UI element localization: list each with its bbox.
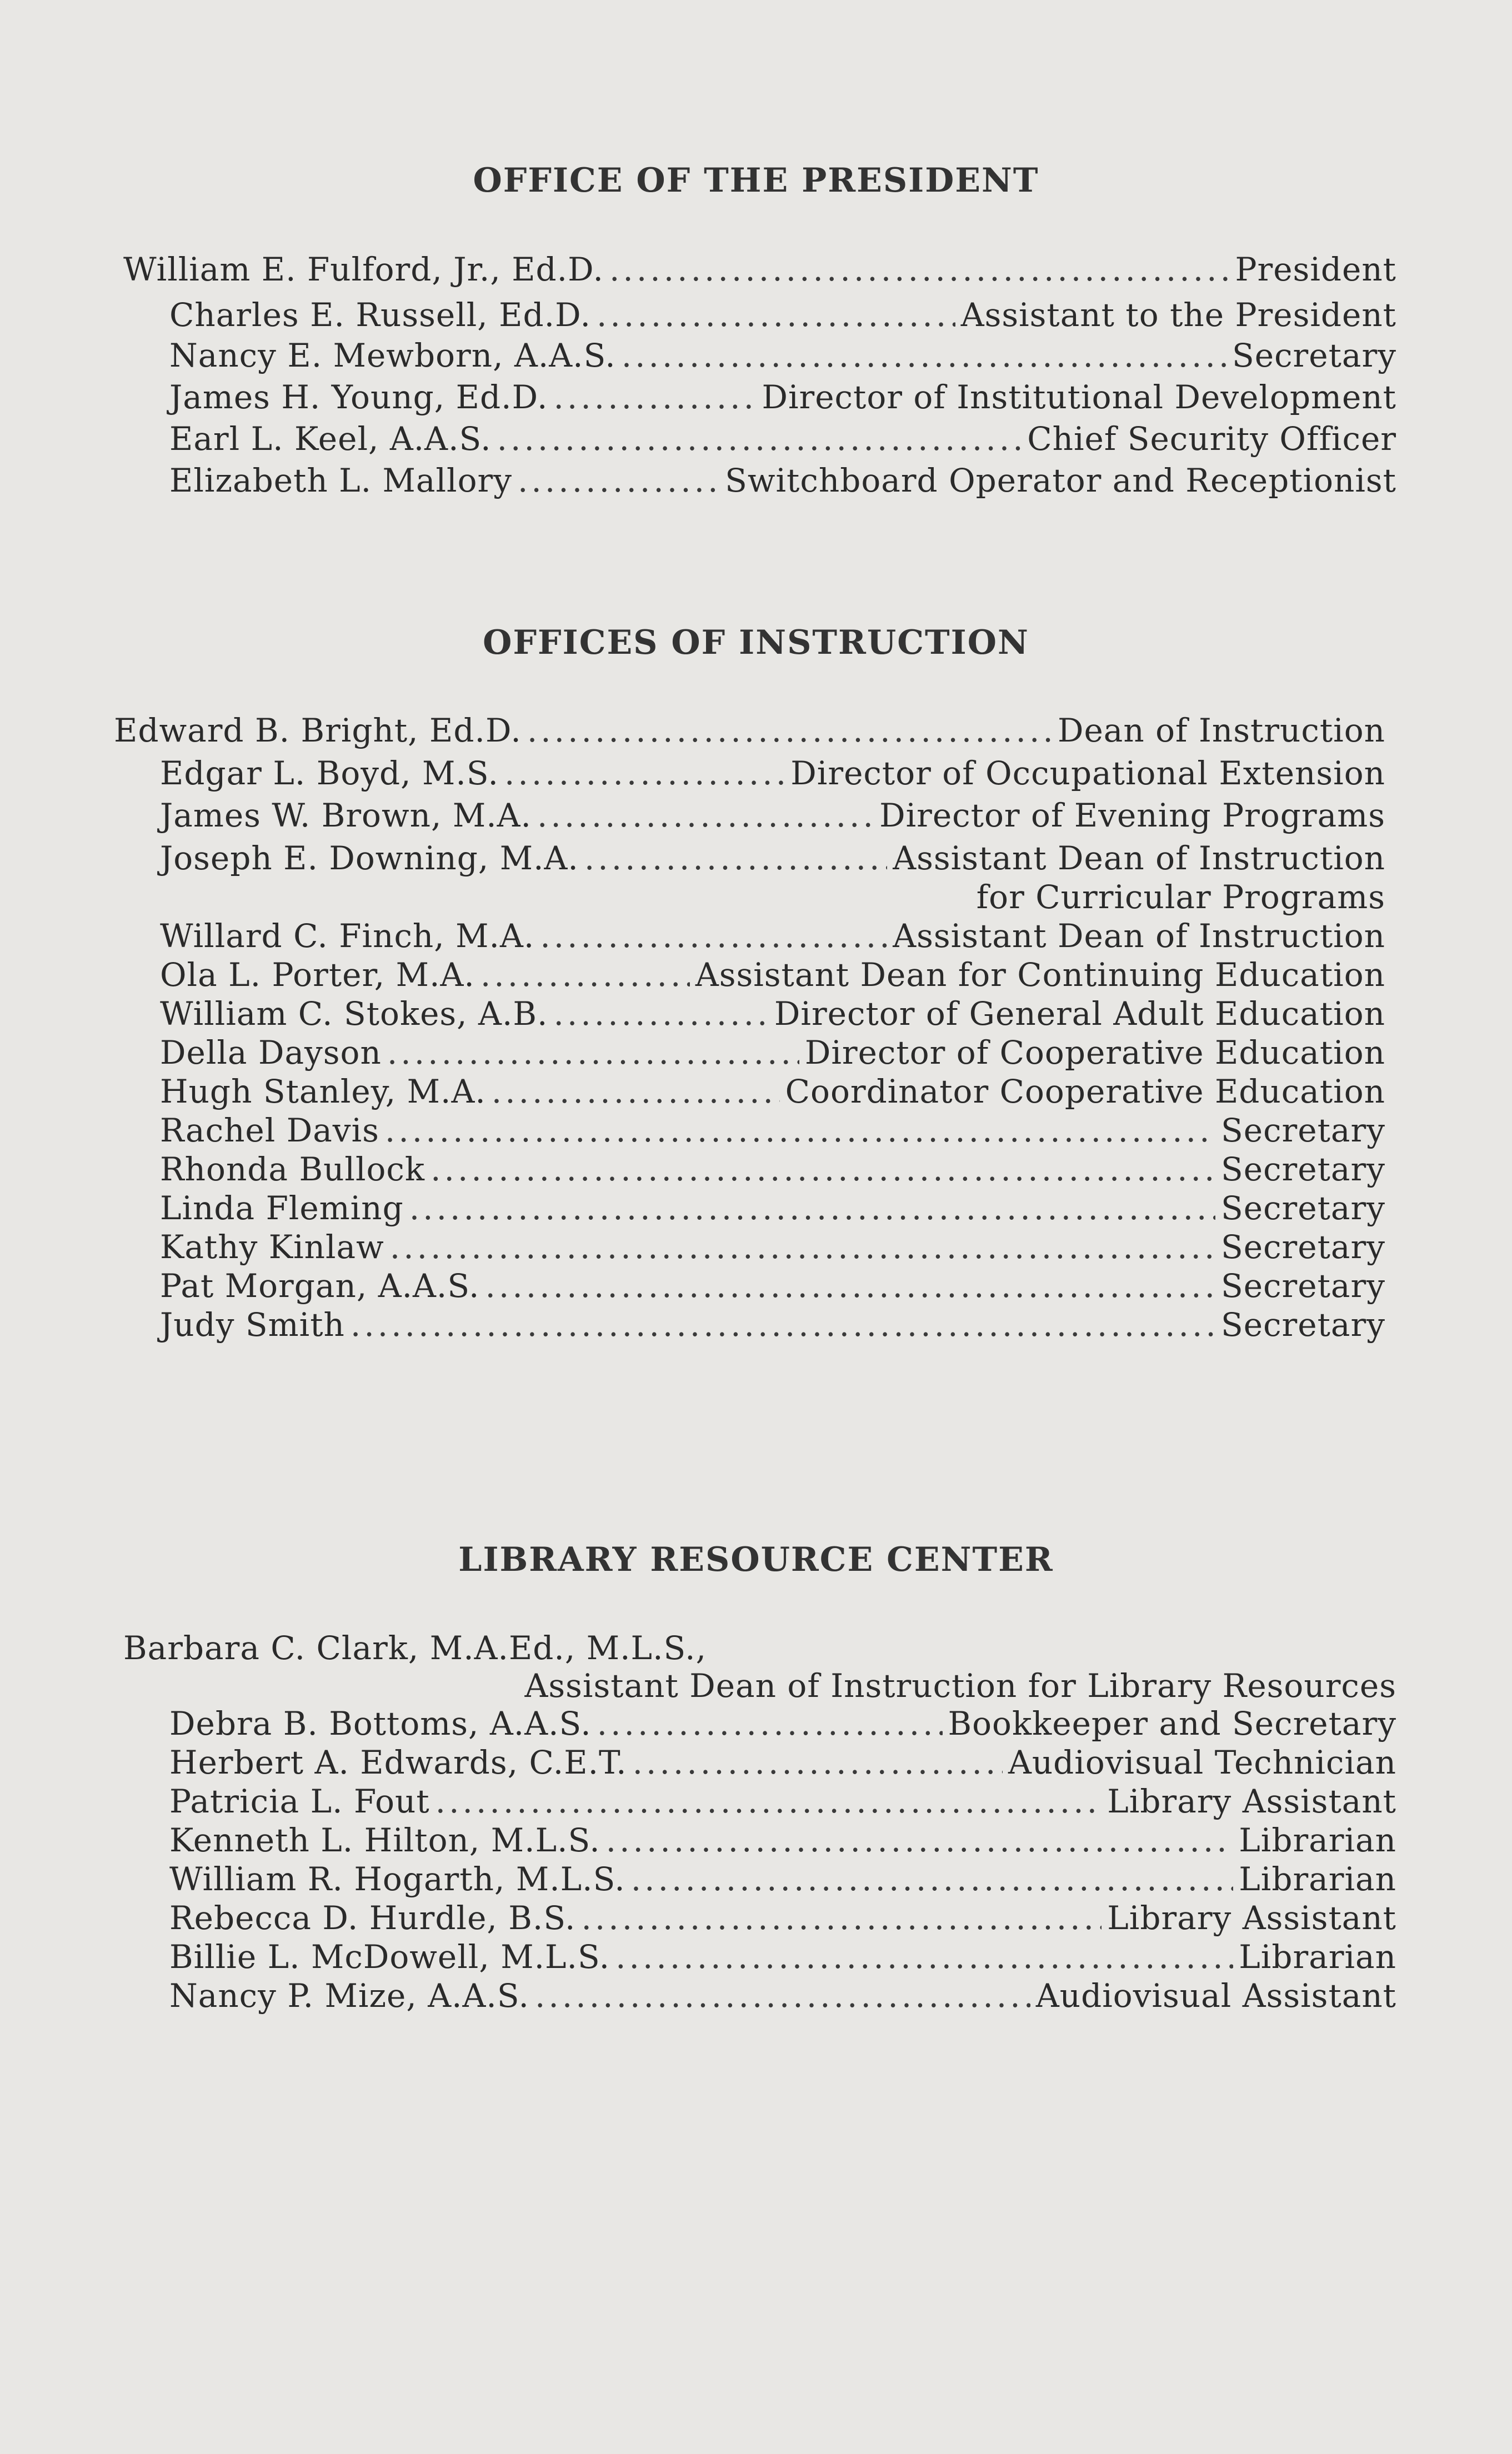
directory-entry xyxy=(160,1033,1385,1072)
section-heading-president: OFFICE OF THE PRESIDENT xyxy=(473,161,1039,200)
dot-leader xyxy=(497,419,1022,458)
directory-entry xyxy=(160,1150,1385,1189)
entry-title: Chief Security Officer xyxy=(1027,420,1396,458)
entry-title: Bookkeeper and Secretary xyxy=(948,1705,1396,1742)
directory-entry xyxy=(160,917,1385,955)
entry-name: Barbara C. Clark, M.A.Ed., M.L.S., xyxy=(123,1629,707,1667)
entry-name: Della Dayson xyxy=(160,1034,382,1071)
entry-title: Director of Cooperative Education xyxy=(804,1034,1385,1071)
dot-leader xyxy=(540,917,887,955)
entry-name: William R. Hogarth, M.L.S. xyxy=(169,1860,625,1898)
dot-leader xyxy=(609,250,1230,289)
dot-leader xyxy=(480,955,690,994)
entry-title-continuation: for Curricular Programs xyxy=(976,878,1385,916)
dot-leader xyxy=(385,1111,1215,1150)
dot-leader xyxy=(351,1305,1215,1344)
entry-title: Assistant to the President xyxy=(960,296,1396,334)
dot-leader xyxy=(581,1899,1102,1937)
entry-title: Coordinator Cooperative Education xyxy=(785,1073,1385,1110)
dot-leader xyxy=(606,1821,1234,1860)
library-head-name xyxy=(123,1629,707,1667)
entry-name: Kenneth L. Hilton, M.L.S. xyxy=(169,1821,600,1859)
directory-entry xyxy=(169,1860,1396,1899)
dot-leader xyxy=(485,1266,1215,1305)
entry-name: Rhonda Bullock xyxy=(160,1150,425,1188)
entry-name: Billie L. McDowell, M.L.S. xyxy=(169,1938,610,1976)
directory-entry xyxy=(169,1821,1396,1860)
directory-entry xyxy=(169,1976,1396,2015)
dot-leader xyxy=(631,1860,1234,1899)
entry-title: Switchboard Operator and Receptionist xyxy=(725,462,1396,499)
entry-name: Willard C. Finch, M.A. xyxy=(160,917,535,955)
entry-name: Earl L. Keel, A.A.S. xyxy=(169,420,492,458)
entry-title: Director of Institutional Development xyxy=(762,378,1396,416)
directory-entry xyxy=(169,1937,1396,1976)
directory-entry xyxy=(160,754,1385,793)
dot-leader xyxy=(435,1782,1102,1821)
entry-title: Assistant Dean of Instruction xyxy=(893,917,1385,955)
directory-entry xyxy=(160,1111,1385,1150)
entry-name: Edgar L. Boyd, M.S. xyxy=(160,754,499,792)
entry-title: Assistant Dean for Continuing Education xyxy=(695,956,1385,994)
dot-leader xyxy=(535,1976,1030,2015)
directory-entry xyxy=(160,1266,1385,1305)
dot-leader xyxy=(387,1033,799,1072)
entry-title: Secretary xyxy=(1221,1306,1385,1344)
entry-title: Secretary xyxy=(1232,337,1396,374)
entry-name: Charles E. Russell, Ed.D. xyxy=(169,296,591,334)
directory-entry xyxy=(169,296,1396,334)
dot-leader xyxy=(553,994,768,1033)
entry-name: James H. Young, Ed.D. xyxy=(169,378,548,416)
entry-name: Nancy E. Mewborn, A.A.S. xyxy=(169,337,616,374)
dot-leader xyxy=(597,296,955,334)
entry-title: Director of Evening Programs xyxy=(879,797,1385,834)
entry-name: William E. Fulford, Jr., Ed.D. xyxy=(123,251,604,288)
entry-title: Audiovisual Assistant xyxy=(1035,1977,1396,2015)
entry-name: Ola L. Porter, M.A. xyxy=(160,956,475,994)
entry-title: Secretary xyxy=(1221,1267,1385,1305)
entry-title: Director of Occupational Extension xyxy=(790,754,1385,792)
entry-name: Nancy P. Mize, A.A.S. xyxy=(169,1977,529,2015)
entry-title: Director of General Adult Education xyxy=(774,995,1385,1033)
directory-entry xyxy=(169,1704,1396,1743)
entry-name: Pat Morgan, A.A.S. xyxy=(160,1267,480,1305)
dot-leader xyxy=(409,1189,1215,1228)
entry-name: Joseph E. Downing, M.A. xyxy=(160,839,579,877)
entry-title: Secretary xyxy=(1221,1111,1385,1149)
entry-title: Secretary xyxy=(1221,1189,1385,1227)
entry-title: Librarian xyxy=(1239,1821,1396,1859)
directory-entry xyxy=(160,1189,1385,1228)
entry-name: Hugh Stanley, M.A. xyxy=(160,1073,486,1110)
entry-name: Rachel Davis xyxy=(160,1111,379,1149)
dot-leader xyxy=(633,1743,1003,1782)
entry-title: Secretary xyxy=(1221,1228,1385,1266)
entry-title: Librarian xyxy=(1239,1860,1396,1898)
entry-title: Assistant Dean of Instruction xyxy=(893,839,1385,877)
directory-entry xyxy=(160,1228,1385,1266)
dot-leader xyxy=(597,1704,943,1743)
dot-leader xyxy=(584,839,887,878)
directory-entry xyxy=(169,419,1396,458)
entry-title: Dean of Instruction xyxy=(1057,712,1385,749)
dot-leader xyxy=(537,796,874,835)
dot-leader xyxy=(390,1228,1215,1266)
entry-name: Judy Smith xyxy=(160,1306,345,1344)
directory-entry xyxy=(169,378,1396,417)
entry-name: William C. Stokes, A.B. xyxy=(160,995,548,1033)
entry-title: Library Assistant xyxy=(1107,1899,1396,1937)
directory-entry xyxy=(169,1899,1396,1937)
entry-title: Secretary xyxy=(1221,1150,1385,1188)
entry-name: Debra B. Bottoms, A.A.S. xyxy=(169,1705,592,1742)
dot-leader xyxy=(622,336,1226,375)
section-heading-instruction: OFFICES OF INSTRUCTION xyxy=(483,623,1029,662)
directory-entry xyxy=(169,336,1396,375)
directory-entry xyxy=(160,1072,1385,1111)
entry-name: Kathy Kinlaw xyxy=(160,1228,384,1266)
dot-leader xyxy=(527,711,1052,750)
directory-entry xyxy=(169,1743,1396,1782)
entry-title: Audiovisual Technician xyxy=(1008,1744,1396,1781)
dot-leader xyxy=(518,461,719,500)
entry-title: President xyxy=(1235,251,1396,288)
directory-entry xyxy=(114,711,1385,750)
section-heading-library: LIBRARY RESOURCE CENTER xyxy=(458,1540,1054,1579)
dot-leader xyxy=(504,754,785,793)
entry-name: Linda Fleming xyxy=(160,1189,404,1227)
dot-leader xyxy=(615,1937,1233,1976)
entry-name: Herbert A. Edwards, C.E.T. xyxy=(169,1744,627,1781)
directory-entry xyxy=(160,839,1385,878)
dot-leader xyxy=(430,1150,1215,1189)
dot-leader xyxy=(553,378,756,417)
entry-name: Edward B. Bright, Ed.D. xyxy=(114,712,522,749)
directory-entry xyxy=(160,955,1385,994)
directory-entry xyxy=(169,461,1396,500)
entry-name: Patricia L. Fout xyxy=(169,1782,430,1820)
entry-title: Library Assistant xyxy=(1107,1782,1396,1820)
entry-name: James W. Brown, M.A. xyxy=(160,797,532,834)
directory-entry xyxy=(160,994,1385,1033)
directory-entry xyxy=(160,1305,1385,1344)
entry-title: Librarian xyxy=(1239,1938,1396,1976)
library-head-title: Assistant Dean of Instruction for Library Resources xyxy=(524,1667,1396,1705)
directory-entry xyxy=(123,250,1396,289)
entry-name: Rebecca D. Hurdle, B.S. xyxy=(169,1899,576,1937)
directory-entry xyxy=(160,796,1385,835)
entry-name: Elizabeth L. Mallory xyxy=(169,462,512,499)
dot-leader xyxy=(492,1072,780,1111)
directory-entry xyxy=(169,1782,1396,1821)
